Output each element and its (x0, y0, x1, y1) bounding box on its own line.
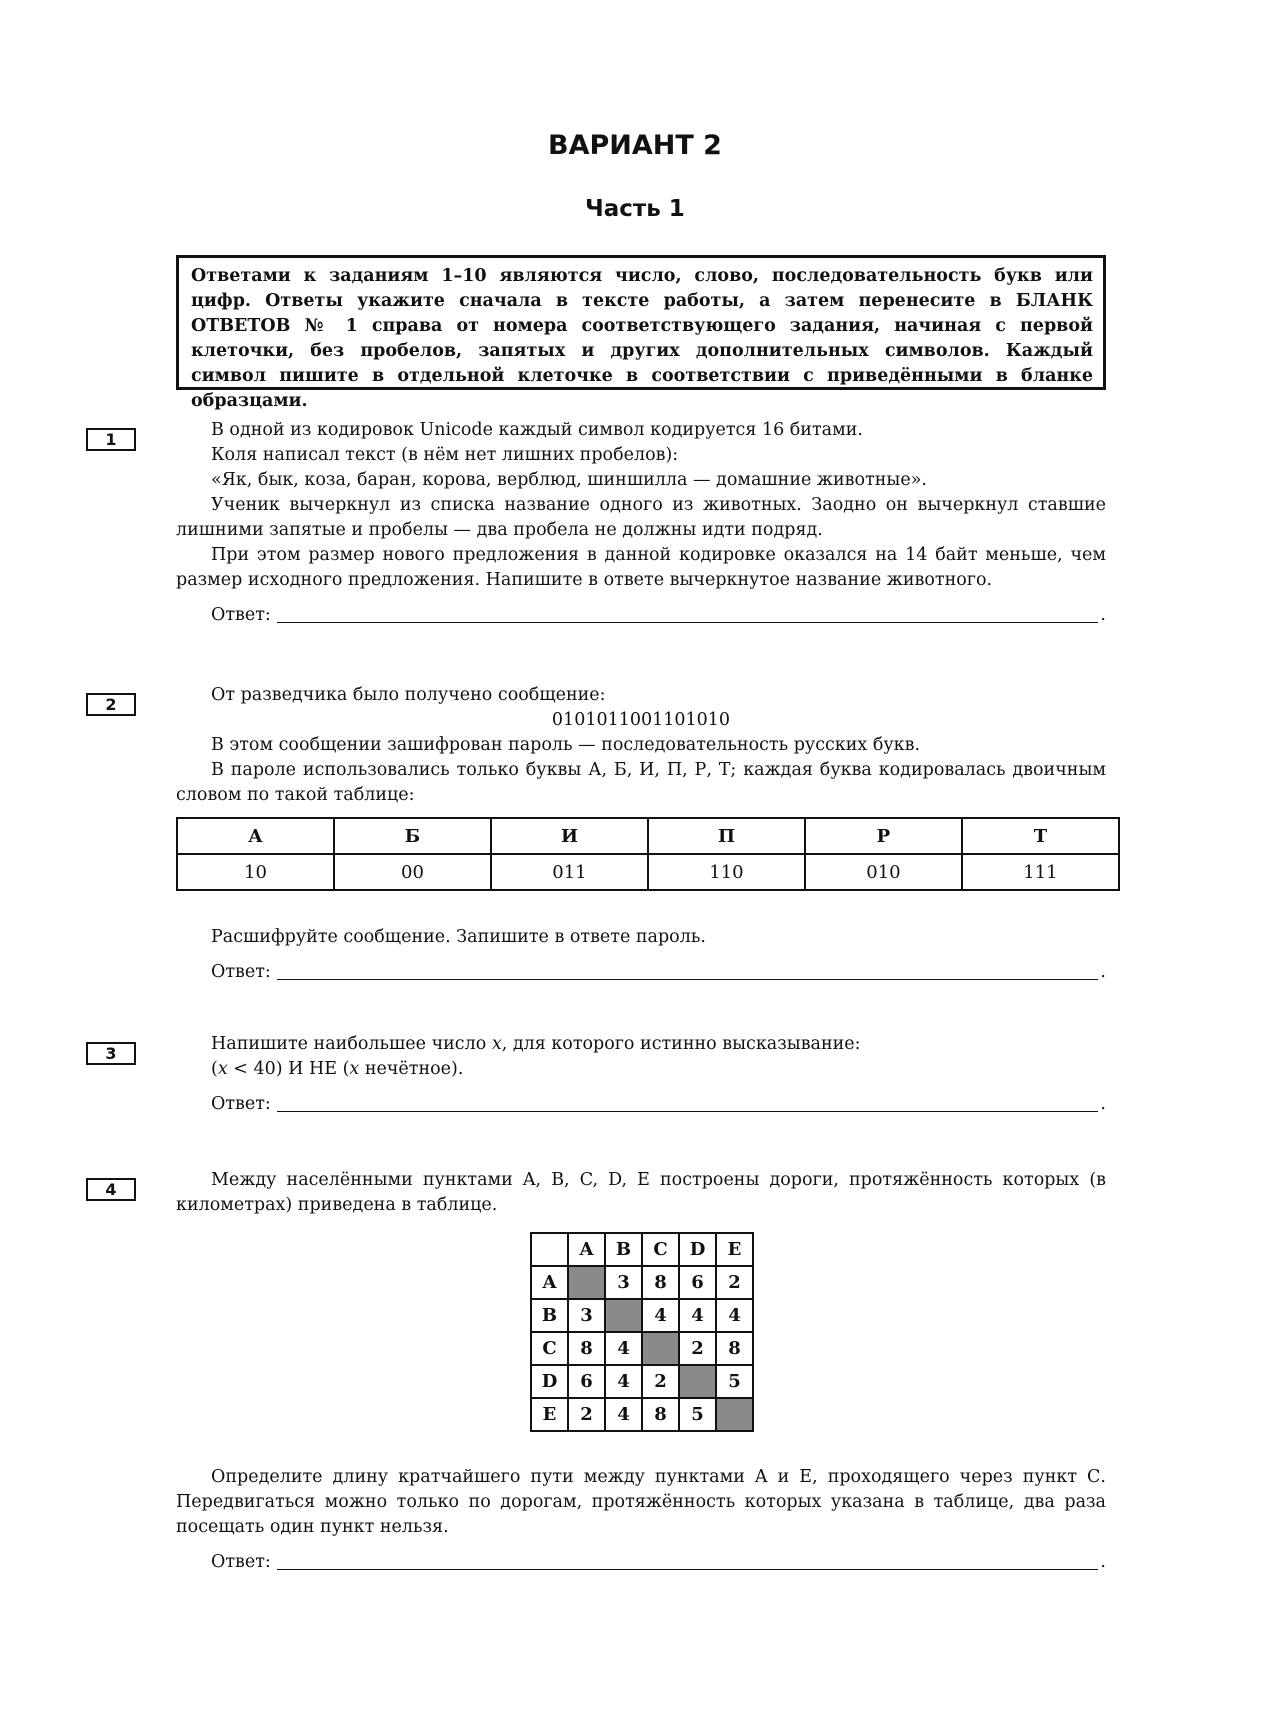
answer-row-1[interactable] (211, 603, 1106, 628)
distance-row-header: A (531, 1266, 568, 1299)
code-letter: И (491, 818, 648, 854)
code-value: 00 (334, 854, 491, 890)
distance-row-header: D (531, 1365, 568, 1398)
answer-row-4[interactable] (211, 1550, 1106, 1575)
task-4-footer (176, 1465, 1106, 1575)
task-1-line: Ученик вычеркнул из списка название одного из животных. Заодно он вычеркнул ставшие лишними запятые и пробелы — два пробела не должны идти подряд. (176, 495, 1106, 540)
part-title: Часть 1 (585, 196, 685, 222)
distance-cell-diagonal (605, 1299, 642, 1332)
code-table (176, 817, 1120, 891)
distance-table (530, 1232, 754, 1432)
distance-cell: 4 (642, 1299, 679, 1332)
distance-cell: 6 (568, 1365, 605, 1398)
distance-row (531, 1266, 753, 1299)
code-value: 111 (962, 854, 1119, 890)
distance-cell: 4 (679, 1299, 716, 1332)
code-table-letters-row (177, 818, 1119, 854)
task-number-4: 4 (86, 1178, 136, 1201)
distance-row (531, 1365, 753, 1398)
code-value: 110 (648, 854, 805, 890)
answer-period: . (1100, 962, 1106, 982)
distance-cell: 2 (642, 1365, 679, 1398)
task-2-footer (176, 925, 1106, 985)
code-letter: П (648, 818, 805, 854)
answer-period: . (1100, 605, 1106, 625)
distance-cell: 6 (679, 1266, 716, 1299)
task-4 (176, 1168, 1106, 1218)
task-4-line: Определите длину кратчайшего пути между пунктами A и E, проходящего через пункт С. Передвигаться можно только по дорогам, протяжённость которых указана в таблице, два раза посещать один пункт нельзя. (176, 1467, 1106, 1537)
distance-cell: 2 (716, 1266, 753, 1299)
distance-col-header: A (568, 1233, 605, 1266)
answer-line[interactable] (277, 622, 1099, 623)
distance-cell: 4 (716, 1299, 753, 1332)
distance-col-header: D (679, 1233, 716, 1266)
distance-cell: 3 (605, 1266, 642, 1299)
answer-period: . (1100, 1094, 1106, 1114)
code-table-codes-row (177, 854, 1119, 890)
distance-row-header: E (531, 1398, 568, 1431)
answer-label: Ответ: (211, 962, 271, 982)
instruction-box: Ответами к заданиям 1–10 являются число, слово, последовательность букв или цифр. Ответы укажите сначала в тексте работы, а затем перенесите в БЛАНК ОТВЕТОВ № 1 справа от номера соответствующего задания, начиная с первой клеточки, без пробелов, запятых и других дополнительных символов. Каждый символ пишите в отдельной клеточке в соответствии с приведёнными в бланке образцами. (176, 255, 1106, 390)
code-value: 10 (177, 854, 334, 890)
task-2-line: В пароле использовались только буквы А, Б, И, П, Р, Т; каждая буква кодировалась двоичным словом по такой таблице: (176, 760, 1106, 805)
distance-cell: 8 (716, 1332, 753, 1365)
task-2 (176, 683, 1106, 808)
code-letter: Б (334, 818, 491, 854)
answer-row-3[interactable] (211, 1092, 1106, 1117)
task-1-line: Коля написал текст (в нём нет лишних пробелов): (211, 445, 679, 465)
distance-row-header: C (531, 1332, 568, 1365)
task-1-line: При этом размер нового предложения в данной кодировке оказался на 14 байт меньше, чем размер исходного предложения. Напишите в ответе вычеркнутое название животного. (176, 545, 1106, 590)
distance-cell: 8 (642, 1266, 679, 1299)
distance-cell: 8 (568, 1332, 605, 1365)
task-2-line: Расшифруйте сообщение. Запишите в ответе пароль. (211, 927, 706, 947)
binary-message: 0101011001101010 (551, 710, 731, 730)
distance-cell-diagonal (716, 1398, 753, 1431)
task-number-2: 2 (86, 693, 136, 716)
task-number-3: 3 (86, 1042, 136, 1065)
code-letter: Р (805, 818, 962, 854)
task-2-line: От разведчика было получено сообщение: (211, 685, 606, 705)
variable-x: x (217, 1059, 228, 1079)
answer-line[interactable] (277, 1569, 1099, 1570)
distance-cell: 5 (679, 1398, 716, 1431)
task-1-quote: «Як, бык, коза, баран, корова, верблюд, шиншилла — домашние животные». (211, 470, 927, 490)
answer-label: Ответ: (211, 1552, 271, 1572)
task-1-line: В одной из кодировок Unicode каждый символ кодируется 16 битами. (211, 420, 863, 440)
distance-cell: 2 (568, 1398, 605, 1431)
task-3-line (176, 1032, 1106, 1057)
task-3-text: , для которого истинно высказывание: (501, 1034, 861, 1054)
distance-cell: 4 (605, 1365, 642, 1398)
answer-label: Ответ: (211, 1094, 271, 1114)
answer-row-2[interactable] (211, 960, 1106, 985)
task-3-text: ( (211, 1059, 218, 1079)
variable-x: x (349, 1059, 360, 1079)
variant-title: ВАРИАНТ 2 (548, 130, 722, 161)
distance-row-header: B (531, 1299, 568, 1332)
distance-cell: 4 (605, 1398, 642, 1431)
task-2-line: В этом сообщении зашифрован пароль — последовательность русских букв. (211, 735, 921, 755)
code-value: 011 (491, 854, 648, 890)
task-number-1: 1 (86, 428, 136, 451)
distance-cell-diagonal (642, 1332, 679, 1365)
distance-row (531, 1332, 753, 1365)
task-3 (176, 1032, 1106, 1117)
answer-line[interactable] (277, 1111, 1099, 1112)
task-3-text: нечётное). (359, 1059, 464, 1079)
code-letter: Т (962, 818, 1119, 854)
distance-cell-diagonal (679, 1365, 716, 1398)
distance-col-header: B (605, 1233, 642, 1266)
task-4-line: Между населёнными пунктами A, B, C, D, E построены дороги, протяжённость которых (в километрах) приведена в таблице. (176, 1170, 1106, 1215)
distance-cell: 3 (568, 1299, 605, 1332)
distance-corner-cell (531, 1233, 568, 1266)
distance-row (531, 1299, 753, 1332)
code-value: 010 (805, 854, 962, 890)
task-3-text: < 40) И НЕ ( (227, 1059, 350, 1079)
answer-period: . (1100, 1552, 1106, 1572)
task-3-text: Напишите наибольшее число (211, 1034, 492, 1054)
answer-label: Ответ: (211, 605, 271, 625)
code-letter: А (177, 818, 334, 854)
distance-header-row (531, 1233, 753, 1266)
answer-line[interactable] (277, 979, 1099, 980)
distance-cell: 2 (679, 1332, 716, 1365)
distance-row (531, 1398, 753, 1431)
variable-x: x (491, 1034, 502, 1054)
distance-col-header: E (716, 1233, 753, 1266)
distance-cell: 8 (642, 1398, 679, 1431)
distance-cell-diagonal (568, 1266, 605, 1299)
distance-col-header: C (642, 1233, 679, 1266)
task-3-condition (176, 1057, 1106, 1082)
distance-cell: 4 (605, 1332, 642, 1365)
distance-cell: 5 (716, 1365, 753, 1398)
task-1 (176, 418, 1106, 628)
